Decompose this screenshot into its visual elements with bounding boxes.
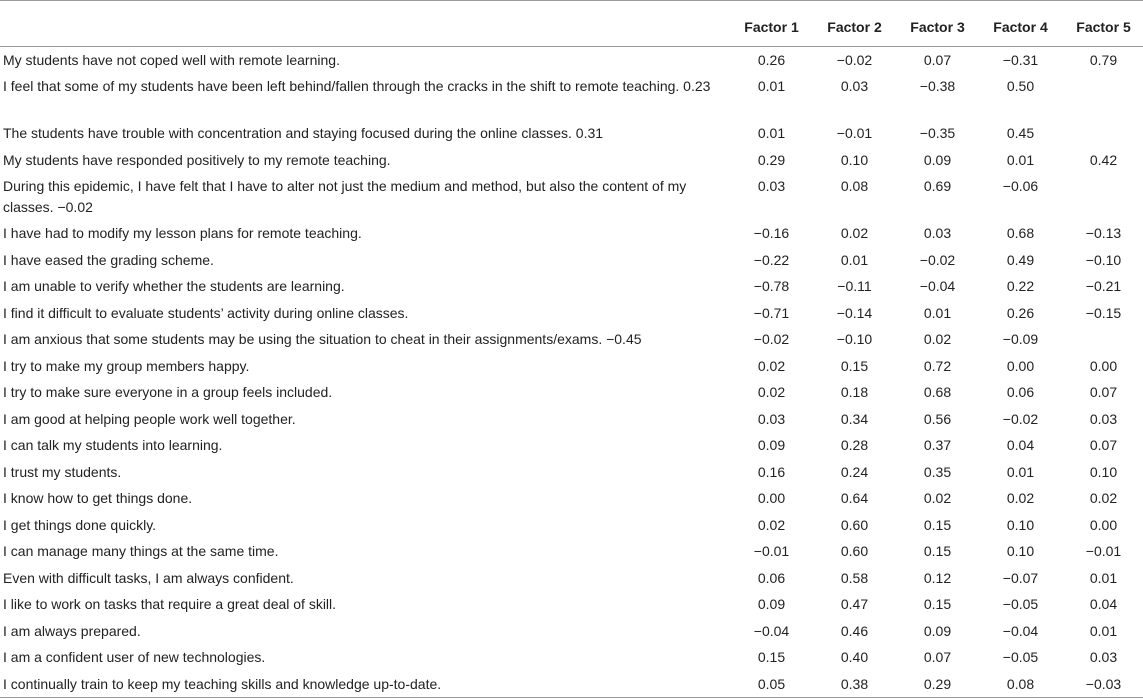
factor-1-value: 0.02: [757, 384, 786, 400]
factor-5-value: −0.03: [1062, 671, 1143, 698]
item-text: I have had to modify my lesson plans for remote teaching.: [3, 225, 362, 241]
factor-2-value: 0.24: [840, 463, 869, 480]
factor-4-value: 0.10: [1006, 516, 1035, 533]
factor-1-value: 0.02: [757, 357, 786, 374]
factor-2-value: 0.58: [840, 569, 869, 586]
item-text: I am always prepared.: [3, 622, 141, 639]
factor-3-value: −0.04: [919, 278, 956, 294]
table-row: [0, 432, 1143, 459]
factor-4-value: 0.49: [1006, 251, 1035, 268]
factor-3-value: 0.12: [923, 569, 952, 586]
factor-2-value: −0.01: [836, 125, 873, 141]
factor-4-value: 0.22: [1006, 278, 1035, 294]
table-row: [0, 147, 1143, 174]
factor-2-value: 0.60: [840, 516, 869, 533]
header-factor-3: Factor 3: [896, 1, 979, 47]
factor-5-value: −0.15: [1085, 304, 1122, 321]
factor-2-value: 0.38: [813, 671, 896, 698]
factor-3-value: −0.02: [919, 251, 956, 268]
item-text: I am unable to verify whether the students are learning.: [3, 278, 345, 294]
factor-3-value: 0.07: [923, 649, 952, 665]
factor-3-value: 0.03: [923, 225, 952, 241]
factor-4-value: 0.26: [1006, 304, 1035, 321]
factor-5-value: 0.00: [1089, 357, 1118, 374]
factor-1-value: 0.16: [757, 463, 786, 480]
factor-4-value: −0.05: [1002, 649, 1039, 665]
factor-3-value: 0.68: [923, 384, 952, 400]
factor-3-value: 0.35: [923, 463, 952, 480]
header-factor-4: Factor 4: [979, 1, 1062, 47]
factor-1-value: 0.29: [757, 151, 786, 168]
factor-4-value: 0.04: [1006, 437, 1035, 453]
item-text: I try to make my group members happy.: [3, 357, 250, 374]
factor-5-value: 0.07: [1089, 437, 1118, 453]
factor-5-value: 0.04: [1089, 596, 1118, 612]
factor-4-value: −0.05: [1002, 596, 1039, 612]
factor-5-value: 0.00: [1089, 516, 1118, 533]
factor-3-value: −0.38: [919, 78, 956, 94]
item-text: I feel that some of my students have been left behind/fallen through the cracks in the shift to remote teaching. 0.23: [3, 78, 711, 94]
factor-1-value: 0.03: [757, 410, 786, 427]
table-row: [0, 273, 1143, 300]
factor-3-value: 0.15: [923, 596, 952, 612]
table-row: [0, 565, 1143, 592]
factor-5-value: 0.07: [1089, 384, 1118, 400]
factor-5-value: [1062, 73, 1143, 120]
factor-1-value: 0.09: [757, 437, 786, 453]
factor-2-value: −0.10: [836, 331, 873, 347]
table-row: [0, 173, 1143, 220]
factor-2-value: 0.15: [840, 357, 869, 374]
factor-1-value: −0.22: [753, 251, 790, 268]
factor-4-value: 0.01: [1006, 463, 1035, 480]
factor-5-value: −0.21: [1085, 278, 1122, 294]
factor-1-value: 0.02: [757, 516, 786, 533]
factor-2-value: 0.01: [840, 251, 869, 268]
item-text: I try to make sure everyone in a group feels included.: [3, 384, 333, 400]
header-factor-1: Factor 1: [730, 1, 813, 47]
item-text: I find it difficult to evaluate students’ activity during online classes.: [3, 304, 409, 321]
factor-4-value: 0.02: [1006, 490, 1035, 506]
factor-3-value: 0.56: [923, 410, 952, 427]
factor-3-value: 0.37: [923, 437, 952, 453]
item-text: I am a confident user of new technologies.: [3, 649, 266, 665]
factor-1-value: −0.02: [753, 331, 790, 347]
factor-3-value: 0.15: [923, 543, 952, 559]
factor-2-value: 0.60: [840, 543, 869, 559]
factor-1-value: −0.71: [753, 304, 790, 321]
factor-2-value: 0.02: [840, 225, 869, 241]
factor-2-value: 0.34: [840, 410, 869, 427]
table-row: [0, 247, 1143, 274]
table-row: [0, 379, 1143, 406]
factor-5-value: [1062, 326, 1143, 353]
factor-4-value: −0.02: [1002, 410, 1039, 427]
factor-5-value: 0.10: [1089, 463, 1118, 480]
factor-1-value: 0.09: [757, 596, 786, 612]
factor-4-value: −0.04: [1002, 622, 1039, 639]
item-text: I know how to get things done.: [3, 490, 193, 506]
factor-3-value: 0.02: [923, 331, 952, 347]
factor-2-value: −0.11: [837, 278, 872, 294]
item-text: I am good at helping people work well together.: [3, 410, 296, 427]
factor-2-value: 0.18: [840, 384, 869, 400]
table-row: [0, 618, 1143, 645]
factor-4-value: 0.00: [1006, 357, 1035, 374]
factor-3-value: 0.69: [923, 178, 952, 194]
factor-1-value: 0.01: [757, 125, 786, 141]
table-row: [0, 47, 1143, 74]
table-body: [0, 47, 1143, 698]
factor-3-value: 0.01: [923, 304, 952, 321]
factor-5-value: 0.03: [1089, 649, 1118, 665]
header-row: [0, 1, 1143, 47]
table-row: [0, 512, 1143, 539]
header-item: [0, 1, 730, 47]
table-row: [0, 644, 1143, 671]
factor-1-value: 0.06: [757, 569, 786, 586]
factor-4-value: 0.06: [1006, 384, 1035, 400]
factor-4-value: 0.68: [1006, 225, 1035, 241]
item-text: I can manage many things at the same time.: [3, 543, 279, 559]
factor-4-value: 0.01: [1006, 151, 1035, 168]
factor-5-value: 0.01: [1089, 569, 1118, 586]
item-text: The students have trouble with concentration and staying focused during the online classes. 0.31: [3, 125, 604, 141]
table-row: [0, 406, 1143, 433]
factor-3-value: −0.35: [919, 125, 956, 141]
table-row: [0, 220, 1143, 247]
factor-2-value: 0.08: [840, 178, 869, 194]
factor-2-value: 0.10: [840, 151, 869, 168]
factor-5-value: 0.01: [1089, 622, 1118, 639]
item-text: I am anxious that some students may be using the situation to cheat in their assignments/exams. −0.45: [3, 331, 642, 347]
factor-4-value: 0.10: [1006, 543, 1035, 559]
item-text: I get things done quickly.: [3, 516, 157, 533]
factor-1-value: −0.04: [753, 622, 790, 639]
factor-5-value: 0.79: [1089, 52, 1118, 68]
factor-4-value: 0.08: [979, 671, 1062, 698]
item-text: My students have not coped well with remote learning.: [3, 52, 340, 68]
factor-5-value: 0.03: [1089, 410, 1118, 427]
factor-3-value: 0.09: [923, 151, 952, 168]
table-row: [0, 538, 1143, 565]
factor-4-value: −0.09: [1002, 331, 1039, 347]
factor-3-value: 0.02: [923, 490, 952, 506]
factor-4-value: −0.31: [1002, 52, 1039, 68]
factor-5-value: −0.10: [1085, 251, 1122, 268]
factor-3-value: 0.72: [923, 357, 952, 374]
factor-2-value: 0.28: [840, 437, 869, 453]
factor-5-value: [1062, 173, 1143, 220]
factor-1-value: 0.01: [757, 78, 786, 94]
item-text: I have eased the grading scheme.: [3, 251, 214, 268]
item-text: I like to work on tasks that require a great deal of skill.: [3, 596, 337, 612]
factor-2-value: 0.47: [840, 596, 869, 612]
factor-1-value: 0.26: [757, 52, 786, 68]
factor-1-value: 0.05: [730, 671, 813, 698]
factor-2-value: −0.02: [836, 52, 873, 68]
factor-3-value: 0.07: [923, 52, 952, 68]
factor-1-value: −0.01: [753, 543, 790, 559]
factor-2-value: 0.40: [840, 649, 869, 665]
factor-5-value: [1062, 120, 1143, 147]
table-row: [0, 671, 1143, 698]
factor-2-value: 0.46: [840, 622, 869, 639]
factor-5-value: −0.01: [1085, 543, 1122, 559]
factor-4-value: 0.50: [1006, 78, 1035, 94]
item-text: My students have responded positively to my remote teaching.: [3, 151, 391, 168]
item-text: I continually train to keep my teaching skills and knowledge up-to-date.: [0, 671, 730, 698]
factor-1-value: −0.16: [753, 225, 790, 241]
table-row: [0, 300, 1143, 327]
table-row: [0, 591, 1143, 618]
factor-1-value: 0.15: [757, 649, 786, 665]
factor-4-value: −0.07: [1002, 569, 1039, 586]
table-row: [0, 485, 1143, 512]
header-factor-2: Factor 2: [813, 1, 896, 47]
table-row: [0, 326, 1143, 353]
table-row: [0, 353, 1143, 380]
factor-1-value: 0.00: [757, 490, 786, 506]
header-factor-5: Factor 5: [1062, 1, 1143, 47]
item-text: I trust my students.: [3, 463, 122, 480]
table-row: [0, 120, 1143, 147]
item-text: During this epidemic, I have felt that I have to alter not just the medium and method, but also the content of my classes. −0.02: [3, 178, 687, 215]
factor-5-value: −0.13: [1085, 225, 1122, 241]
table-row: [0, 459, 1143, 486]
factor-2-value: −0.14: [836, 304, 873, 321]
factor-5-value: 0.02: [1089, 490, 1118, 506]
factor-3-value: 0.15: [923, 516, 952, 533]
factor-1-value: 0.03: [757, 178, 786, 194]
table-row: [0, 73, 1143, 120]
factor-4-value: −0.06: [1002, 178, 1039, 194]
factor-3-value: 0.09: [923, 622, 952, 639]
item-text: Even with difficult tasks, I am always confident.: [3, 569, 294, 586]
factor-1-value: −0.78: [753, 278, 790, 294]
factor-3-value: 0.29: [896, 671, 979, 698]
item-text: I can talk my students into learning.: [3, 437, 223, 453]
factor-2-value: 0.03: [840, 78, 869, 94]
factor-4-value: 0.45: [1006, 125, 1035, 141]
factor-2-value: 0.64: [840, 490, 869, 506]
factor-5-value: 0.42: [1089, 151, 1118, 168]
